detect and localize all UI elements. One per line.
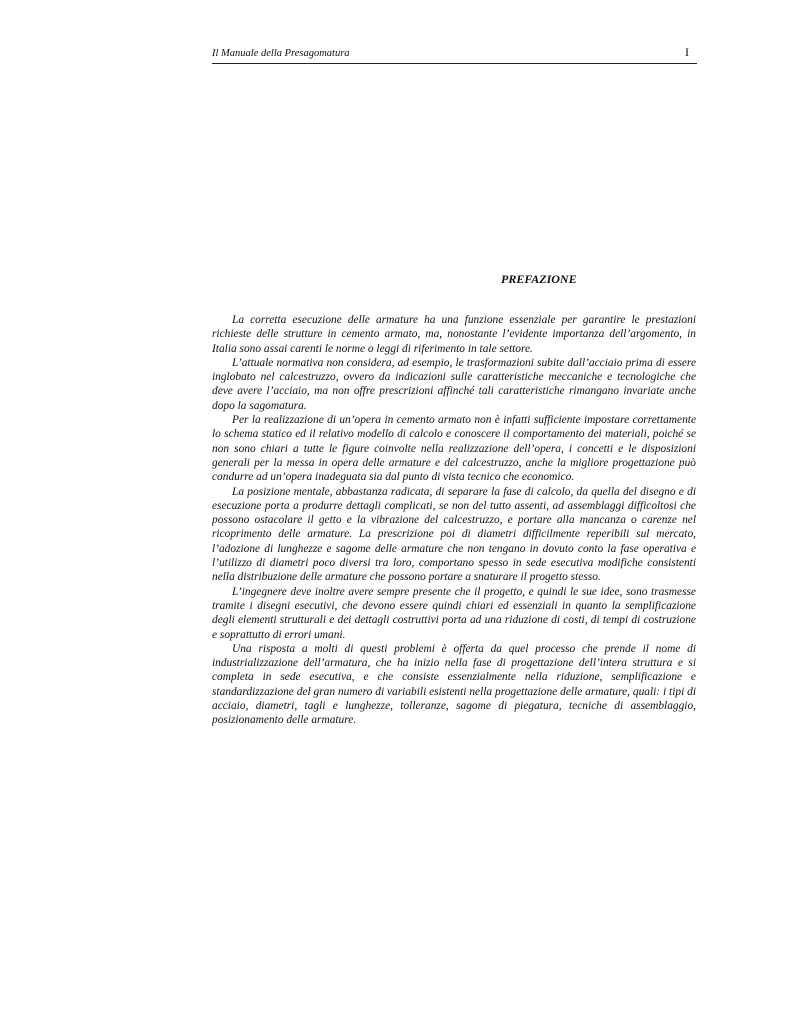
- header-title: Il Manuale della Presagomatura: [212, 48, 350, 59]
- body-text: [212, 313, 696, 728]
- paragraph: L’ingegnere deve inoltre avere sempre presente che il progetto, e quindi le sue idee, sono trasmesse tramite i disegni esecutivi, che devono essere quindi chiari ed essenziali in quanto la semplificazione degli elementi strutturali e dei dettagli costruttivi porta ad una riduzione di costi, di tempi di costruzione e soprattutto di errori umani.: [212, 585, 696, 641]
- paragraph: Per la realizzazione di un’opera in cemento armato non è infatti sufficiente impostare correttamente lo schema statico ed il relativo modello di calcolo e conoscere il comportamento dei materiali, poiché se non sono chiari a tutte le figure coinvolte nella realizzazione dell’opera, i concetti e le disposizioni generali per la messa in opera delle armature e del calcestruzzo, anche la migliore progettazione può condurre ad un’opera inadeguata sia dal punto di vista tecnico che economico.: [212, 414, 696, 484]
- page-number: I: [685, 45, 689, 59]
- paragraph: La posizione mentale, abbastanza radicata, di separare la fase di calcolo, da quella del disegno e di esecuzione porta a produrre dettagli complicati, se non del tutto assenti, ad assemblaggi difficoltosi che possono ostacolare il getto e la vibrazione del calcestruzzo, e portare alla mancanza o carenze nel ricoprimento delle armature. La prescrizione poi di diametri difficilmente reperibili sul mercato, l’adozione di lunghezze e sagome delle armature che non tengano in dovuto conto la fase operativa e l’utilizzo di diametri poco diversi tra loro, comportano spesso in sede esecutiva modifiche consistenti nella distribuzione delle armature che possono portare a snaturare il progetto stesso.: [212, 485, 696, 584]
- section-title: PREFAZIONE: [501, 272, 577, 286]
- paragraph: La corretta esecuzione delle armature ha una funzione essenziale per garantire le prestazioni richieste delle strutture in cemento armato, ma, nonostante l’evidente importanza dell’argomento, in Italia sono assai carenti le norme o leggi di riferimento in tale settore.: [212, 314, 696, 355]
- running-header: [212, 46, 697, 64]
- paragraph: Una risposta a molti di questi problemi è offerta da quel processo che prende il nome di industrializzazione dell’armatura, che ha inizio nella fase di progettazione dell’intera struttura e si completa in sede esecutiva, e che consiste essenzialmente nella riduzione, semplificazione e standardizzazione del gran numero di variabili esistenti nella progettazione delle armature, quali: i tipi di acciaio, diametri, tagli e lunghezze, tolleranze, sagome di piegatura, tecniche di assemblaggio, posizionamento delle armature.: [212, 642, 696, 727]
- paragraph: L’attuale normativa non considera, ad esempio, le trasformazioni subite dall’acciaio prima di essere inglobato nel calcestruzzo, ovvero da indicazioni sulle caratteristiche meccaniche e tecnologiche che deve avere l’acciaio, ma non offre prescrizioni affinché tali caratteristiche rimangano invariate anche dopo la sagomatura.: [212, 356, 696, 412]
